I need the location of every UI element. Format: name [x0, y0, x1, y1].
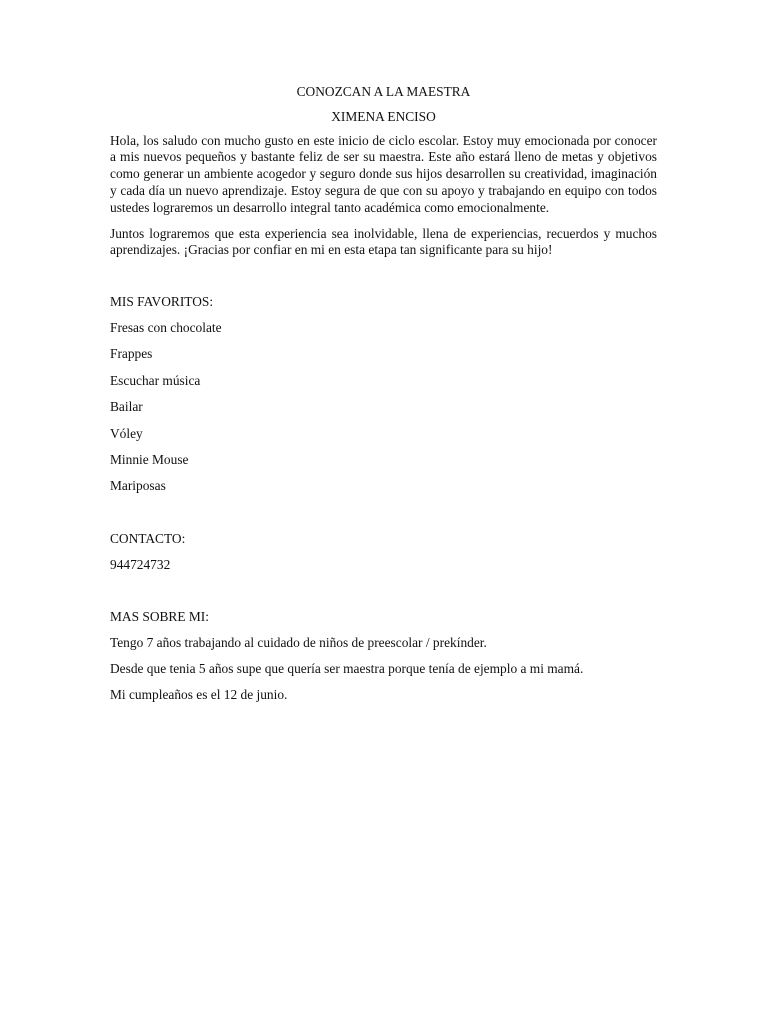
contact-heading: CONTACTO:	[110, 530, 186, 546]
about-line: Mi cumpleaños es el 12 de junio.	[110, 687, 288, 703]
favorite-item: Vóley	[110, 425, 143, 441]
document-content	[110, 84, 657, 714]
contact-phone: 944724732	[110, 556, 171, 572]
about-heading: MAS SOBRE MI:	[110, 608, 209, 624]
teacher-name: XIMENA ENCISO	[331, 108, 436, 124]
section-spacer	[110, 268, 657, 294]
favorites-heading: MIS FAVORITOS:	[110, 294, 214, 310]
favorite-item: Escuchar música	[110, 372, 201, 388]
section-spacer	[110, 583, 657, 609]
favorite-item: Bailar	[110, 399, 143, 415]
favorite-item: Minnie Mouse	[110, 451, 189, 467]
favorites-list	[110, 320, 657, 495]
intro-paragraph-2: Juntos lograremos que esta experiencia sea inolvidable, llena de experiencias, recuerdos y muchos aprendizajes. ¡Gracias por confiar en mi en esta etapa tan significante para su hijo!	[110, 225, 657, 258]
favorite-item: Fresas con chocolate	[110, 319, 222, 335]
favorite-item: Mariposas	[110, 478, 166, 494]
document-title: CONOZCAN A LA MAESTRA	[296, 84, 471, 99]
about-line: Tengo 7 años trabajando al cuidado de niños de preescolar / prekínder.	[110, 634, 487, 650]
section-spacer	[110, 505, 657, 531]
about-line: Desde que tenia 5 años supe que quería ser maestra porque tenía de ejemplo a mi mamá.	[110, 661, 584, 677]
favorite-item: Frappes	[110, 346, 153, 362]
intro-paragraph-1: Hola, los saludo con mucho gusto en este inicio de ciclo escolar. Estoy muy emocionada por conocer a mis nuevos pequeños y bastante feliz de ser su maestra. Este año estará lleno de metas y objetivos como generar un ambiente acogedor y seguro donde sus hijos desarrollen su creatividad, imaginación y cada día un nuevo aprendizaje. Estoy segura de que con su apoyo y trabajando en equipo con todos ustedes lograremos un desarrollo integral tanto académica como emocionalmente.	[110, 132, 657, 215]
